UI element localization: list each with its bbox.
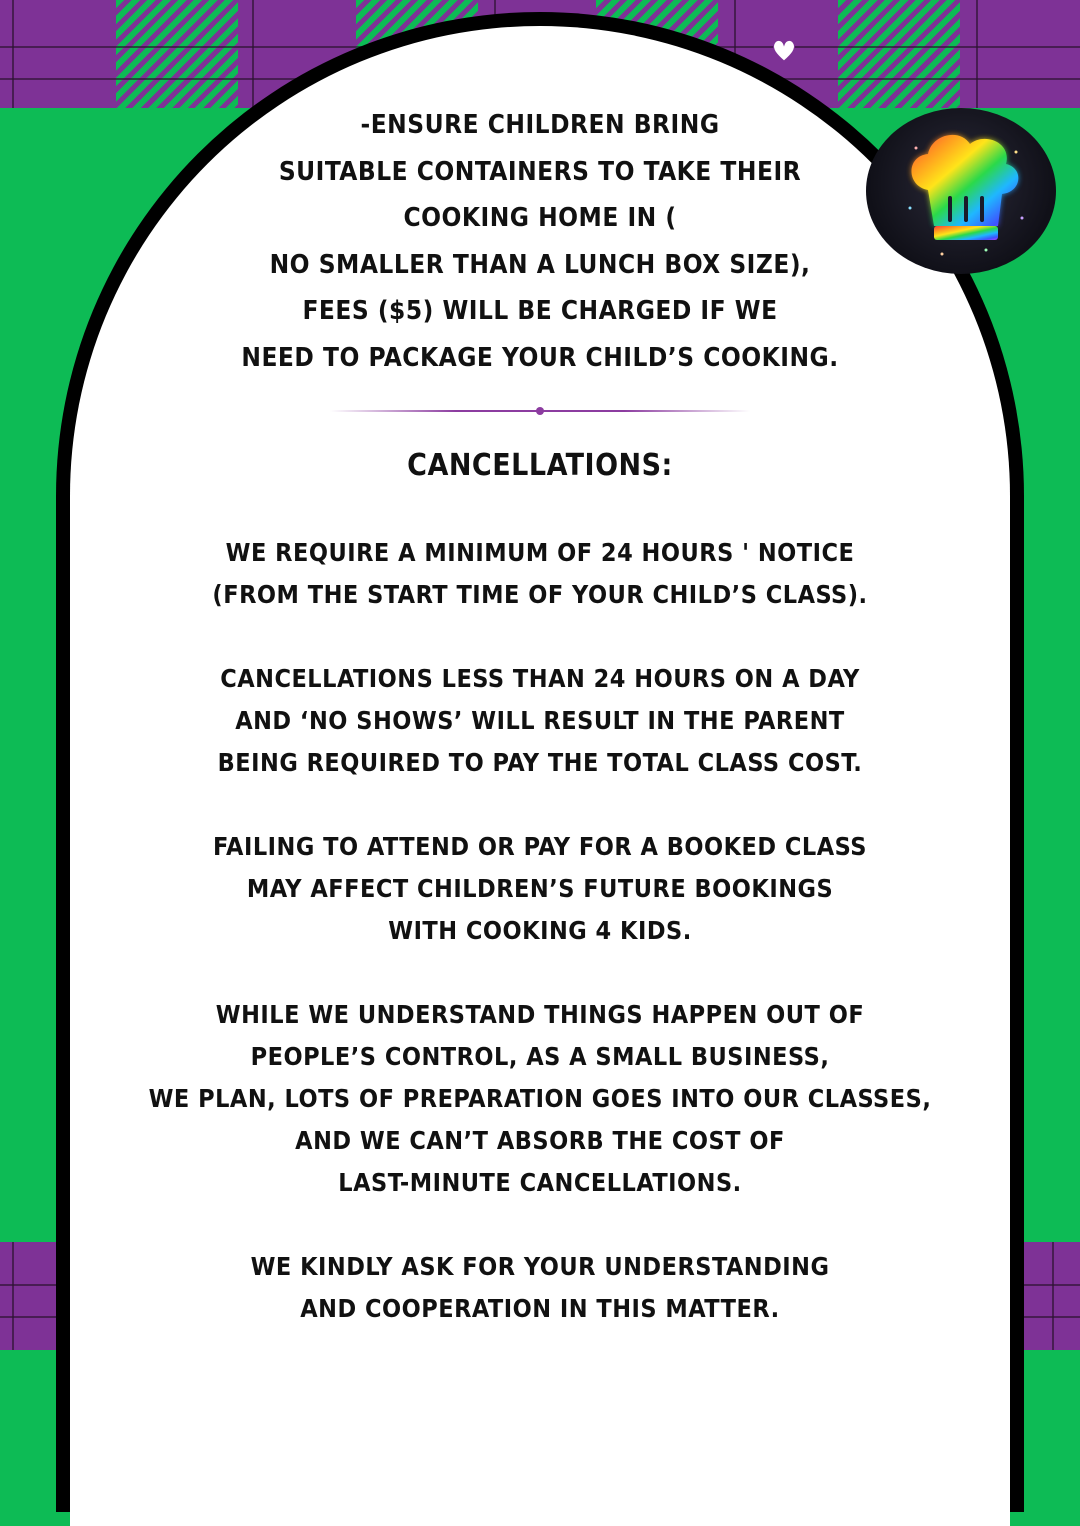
paragraph-line: MAY AFFECT CHILDREN’S FUTURE BOOKINGS <box>246 874 834 903</box>
note-line: -ENSURE CHILDREN BRING <box>360 110 720 140</box>
container-note <box>70 102 1010 381</box>
plaid-line <box>252 0 254 108</box>
paragraph-late-cancellation <box>70 658 1010 784</box>
paragraph-small-business <box>70 994 1010 1204</box>
note-line: SUITABLE CONTAINERS TO TAKE THEIR <box>278 156 802 187</box>
plaid-line <box>1052 1242 1054 1350</box>
plaid-stripe <box>838 0 960 108</box>
paragraph-line: WE KINDLY ASK FOR YOUR UNDERSTANDING <box>250 1252 830 1281</box>
paragraph-future-bookings <box>70 826 1010 952</box>
paragraph-line: LAST-MINUTE CANCELLATIONS. <box>338 1168 742 1197</box>
note-line: NEED TO PACKAGE YOUR CHILD’S COOKING. <box>241 342 839 373</box>
note-line: COOKING HOME IN ( <box>403 203 677 233</box>
paragraph-line: BEING REQUIRED TO PAY THE TOTAL CLASS COST. <box>217 748 863 777</box>
heart-icon <box>770 36 798 64</box>
plaid-line <box>976 0 978 108</box>
paragraph-line: FAILING TO ATTEND OR PAY FOR A BOOKED CLASS <box>213 832 867 861</box>
paragraph-line: WE PLAN, LOTS OF PREPARATION GOES INTO OUR CLASSES, <box>148 1084 932 1113</box>
paragraph-line: AND ‘NO SHOWS’ WILL RESULT IN THE PARENT <box>235 706 845 735</box>
plaid-line <box>12 1242 14 1350</box>
note-line: NO SMALLER THAN A LUNCH BOX SIZE), <box>269 249 811 280</box>
paragraph-line: AND COOPERATION IN THIS MATTER. <box>300 1294 780 1323</box>
paragraph-line: WE REQUIRE A MINIMUM OF 24 HOURS ' NOTICE <box>225 538 855 567</box>
paragraph-notice <box>70 532 1010 616</box>
note-line: FEES ($5) WILL BE CHARGED IF WE <box>302 296 778 326</box>
paragraph-line: CANCELLATIONS LESS THAN 24 HOURS ON A DAY <box>220 664 860 693</box>
paragraph-line: (FROM THE START TIME OF YOUR CHILD’S CLASS). <box>212 580 868 609</box>
paragraph-understanding <box>70 1246 1010 1330</box>
paragraph-line: WITH COOKING 4 KIDS. <box>388 916 692 945</box>
paragraph-line: PEOPLE’S CONTROL, AS A SMALL BUSINESS, <box>250 1042 830 1071</box>
cancellations-heading: CANCELLATIONS: <box>407 448 673 483</box>
paragraph-line: AND WE CAN’T ABSORB THE COST OF <box>295 1126 785 1155</box>
paragraph-line: WHILE WE UNDERSTAND THINGS HAPPEN OUT OF <box>215 1000 865 1029</box>
divider-dot <box>536 407 544 415</box>
plaid-stripe <box>116 0 238 108</box>
plaid-line <box>12 0 14 108</box>
